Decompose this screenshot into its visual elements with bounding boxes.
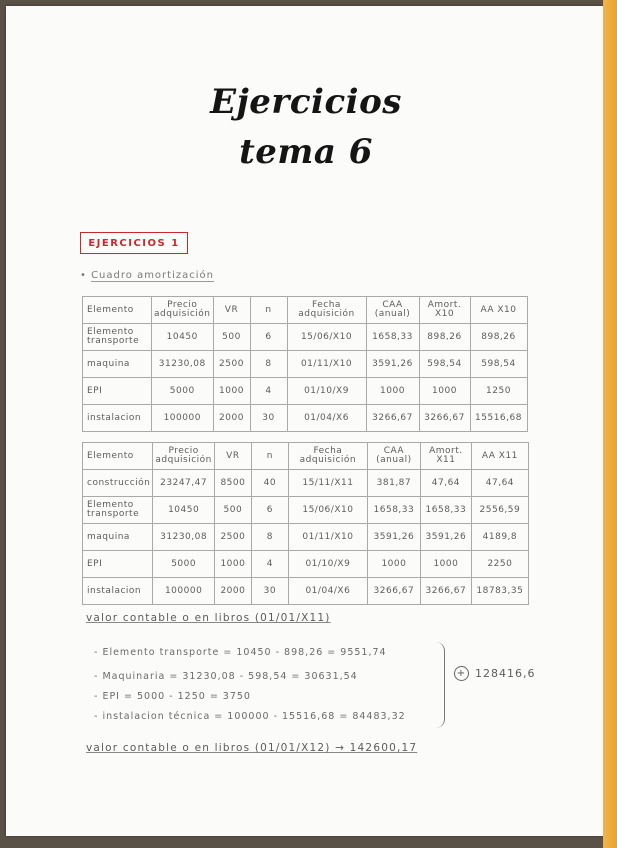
- cell: 47,64: [471, 470, 528, 497]
- cell: Elemento transporte: [83, 497, 153, 524]
- cell: 15/06/X10: [288, 497, 367, 524]
- valor-contable-title: valor contable o en libros (01/01/X11): [86, 612, 331, 624]
- section-label-text: Cuadro amortización: [91, 270, 214, 281]
- circled-plus-icon: +: [454, 666, 469, 681]
- cell: 1250: [470, 378, 527, 405]
- cell: 2500: [213, 351, 250, 378]
- header-cell: Elemento: [83, 443, 153, 470]
- cell: maquina: [83, 524, 153, 551]
- header-cell: Precio adquisición: [153, 443, 215, 470]
- notebook-page: [6, 6, 606, 836]
- cell: 3591,26: [367, 524, 420, 551]
- header-cell: Amort. X11: [420, 443, 471, 470]
- header-cell: CAA (anual): [366, 297, 419, 324]
- cell: 01/10/X9: [287, 378, 366, 405]
- cell: 381,87: [367, 470, 420, 497]
- cell: 4: [251, 551, 288, 578]
- cell: Elemento transporte: [83, 324, 152, 351]
- calc-line-maquinaria: - Maquinaria = 31230,08 - 598,54 = 30631,54: [94, 671, 358, 682]
- table-row: [83, 497, 529, 524]
- cell: 5000: [152, 378, 214, 405]
- calc-line-epi: - EPI = 5000 - 1250 = 3750: [94, 691, 251, 702]
- table-header-row: [83, 297, 528, 324]
- curly-brace: [436, 642, 445, 728]
- cell: 5000: [153, 551, 215, 578]
- header-cell: n: [251, 443, 288, 470]
- cell: 1658,33: [367, 497, 420, 524]
- cell: 31230,08: [152, 351, 214, 378]
- cell: 10450: [153, 497, 215, 524]
- table-header-row: [83, 443, 529, 470]
- amortization-table-2: [82, 442, 529, 605]
- cell: instalacion: [83, 578, 153, 605]
- cell: 30: [251, 578, 288, 605]
- table-row: [83, 578, 529, 605]
- header-cell: AA X11: [471, 443, 528, 470]
- cell: 6: [250, 324, 287, 351]
- cell: 3591,26: [366, 351, 419, 378]
- cell: maquina: [83, 351, 152, 378]
- cell: 18783,35: [471, 578, 528, 605]
- header-cell: CAA (anual): [367, 443, 420, 470]
- header-cell: Fecha adquisición: [287, 297, 366, 324]
- cell: 01/10/X9: [288, 551, 367, 578]
- valor-contable-final: valor contable o en libros (01/01/X12) → 142600,17: [86, 742, 418, 754]
- cell: 01/04/X6: [288, 578, 367, 605]
- calc-line-instalacion: - instalacion técnica = 100000 - 15516,68 = 84483,32: [94, 711, 406, 722]
- table-row: [83, 351, 528, 378]
- cell: 15/06/X10: [287, 324, 366, 351]
- cell: EPI: [83, 378, 152, 405]
- header-cell: Fecha adquisición: [288, 443, 367, 470]
- cell: 2000: [214, 578, 251, 605]
- section-label: • Cuadro amortización: [80, 270, 214, 281]
- sum-value: 128416,6: [475, 667, 536, 680]
- page-title-line1: Ejercicios: [210, 82, 402, 122]
- cell: 2250: [471, 551, 528, 578]
- amortization-table-1: [82, 296, 528, 432]
- table-row: [83, 324, 528, 351]
- cell: 47,64: [420, 470, 471, 497]
- cell: 1658,33: [366, 324, 419, 351]
- cell: 31230,08: [153, 524, 215, 551]
- cell: 15516,68: [470, 405, 527, 432]
- cell: 8500: [214, 470, 251, 497]
- cell: EPI: [83, 551, 153, 578]
- exercise-label-box: EJERCICIOS 1: [80, 232, 188, 254]
- cell: 4: [250, 378, 287, 405]
- header-cell: AA X10: [470, 297, 527, 324]
- cell: 8: [251, 524, 288, 551]
- cell: 40: [251, 470, 288, 497]
- cell: 898,26: [419, 324, 470, 351]
- cell: 3266,67: [366, 405, 419, 432]
- header-cell: VR: [214, 443, 251, 470]
- cell: 500: [213, 324, 250, 351]
- sum-result: [454, 666, 536, 681]
- cell: 10450: [152, 324, 214, 351]
- page-title-line2: tema 6: [239, 132, 373, 172]
- cell: 2556,59: [471, 497, 528, 524]
- table-row: [83, 524, 529, 551]
- cell: 2500: [214, 524, 251, 551]
- cell: 15/11/X11: [288, 470, 367, 497]
- cell: instalacion: [83, 405, 152, 432]
- cell: 30: [250, 405, 287, 432]
- cell: 898,26: [470, 324, 527, 351]
- calc-line-elemento: - Elemento transporte = 10450 - 898,26 = 9551,74: [94, 647, 387, 658]
- cell: 2000: [213, 405, 250, 432]
- cell: 3266,67: [419, 405, 470, 432]
- table-row: [83, 405, 528, 432]
- table-row: [83, 470, 529, 497]
- table-row: [83, 378, 528, 405]
- cell: 500: [214, 497, 251, 524]
- header-cell: n: [250, 297, 287, 324]
- cell: 1000: [366, 378, 419, 405]
- header-cell: VR: [213, 297, 250, 324]
- cell: 23247,47: [153, 470, 215, 497]
- cell: construcción: [83, 470, 153, 497]
- cell: 01/11/X10: [288, 524, 367, 551]
- cell: 3266,67: [367, 578, 420, 605]
- cell: 3591,26: [420, 524, 471, 551]
- cell: 4189,8: [471, 524, 528, 551]
- cell: 598,54: [419, 351, 470, 378]
- cell: 1000: [214, 551, 251, 578]
- cell: 3266,67: [420, 578, 471, 605]
- header-cell: Amort. X10: [419, 297, 470, 324]
- cell: 1658,33: [420, 497, 471, 524]
- folder-edge: [603, 0, 617, 848]
- cell: 01/04/X6: [287, 405, 366, 432]
- cell: 1000: [367, 551, 420, 578]
- cell: 100000: [152, 405, 214, 432]
- cell: 8: [250, 351, 287, 378]
- cell: 598,54: [470, 351, 527, 378]
- header-cell: Precio adquisición: [152, 297, 214, 324]
- header-cell: Elemento: [83, 297, 152, 324]
- cell: 01/11/X10: [287, 351, 366, 378]
- cell: 1000: [420, 551, 471, 578]
- table-row: [83, 551, 529, 578]
- cell: 1000: [419, 378, 470, 405]
- cell: 100000: [153, 578, 215, 605]
- cell: 1000: [213, 378, 250, 405]
- cell: 6: [251, 497, 288, 524]
